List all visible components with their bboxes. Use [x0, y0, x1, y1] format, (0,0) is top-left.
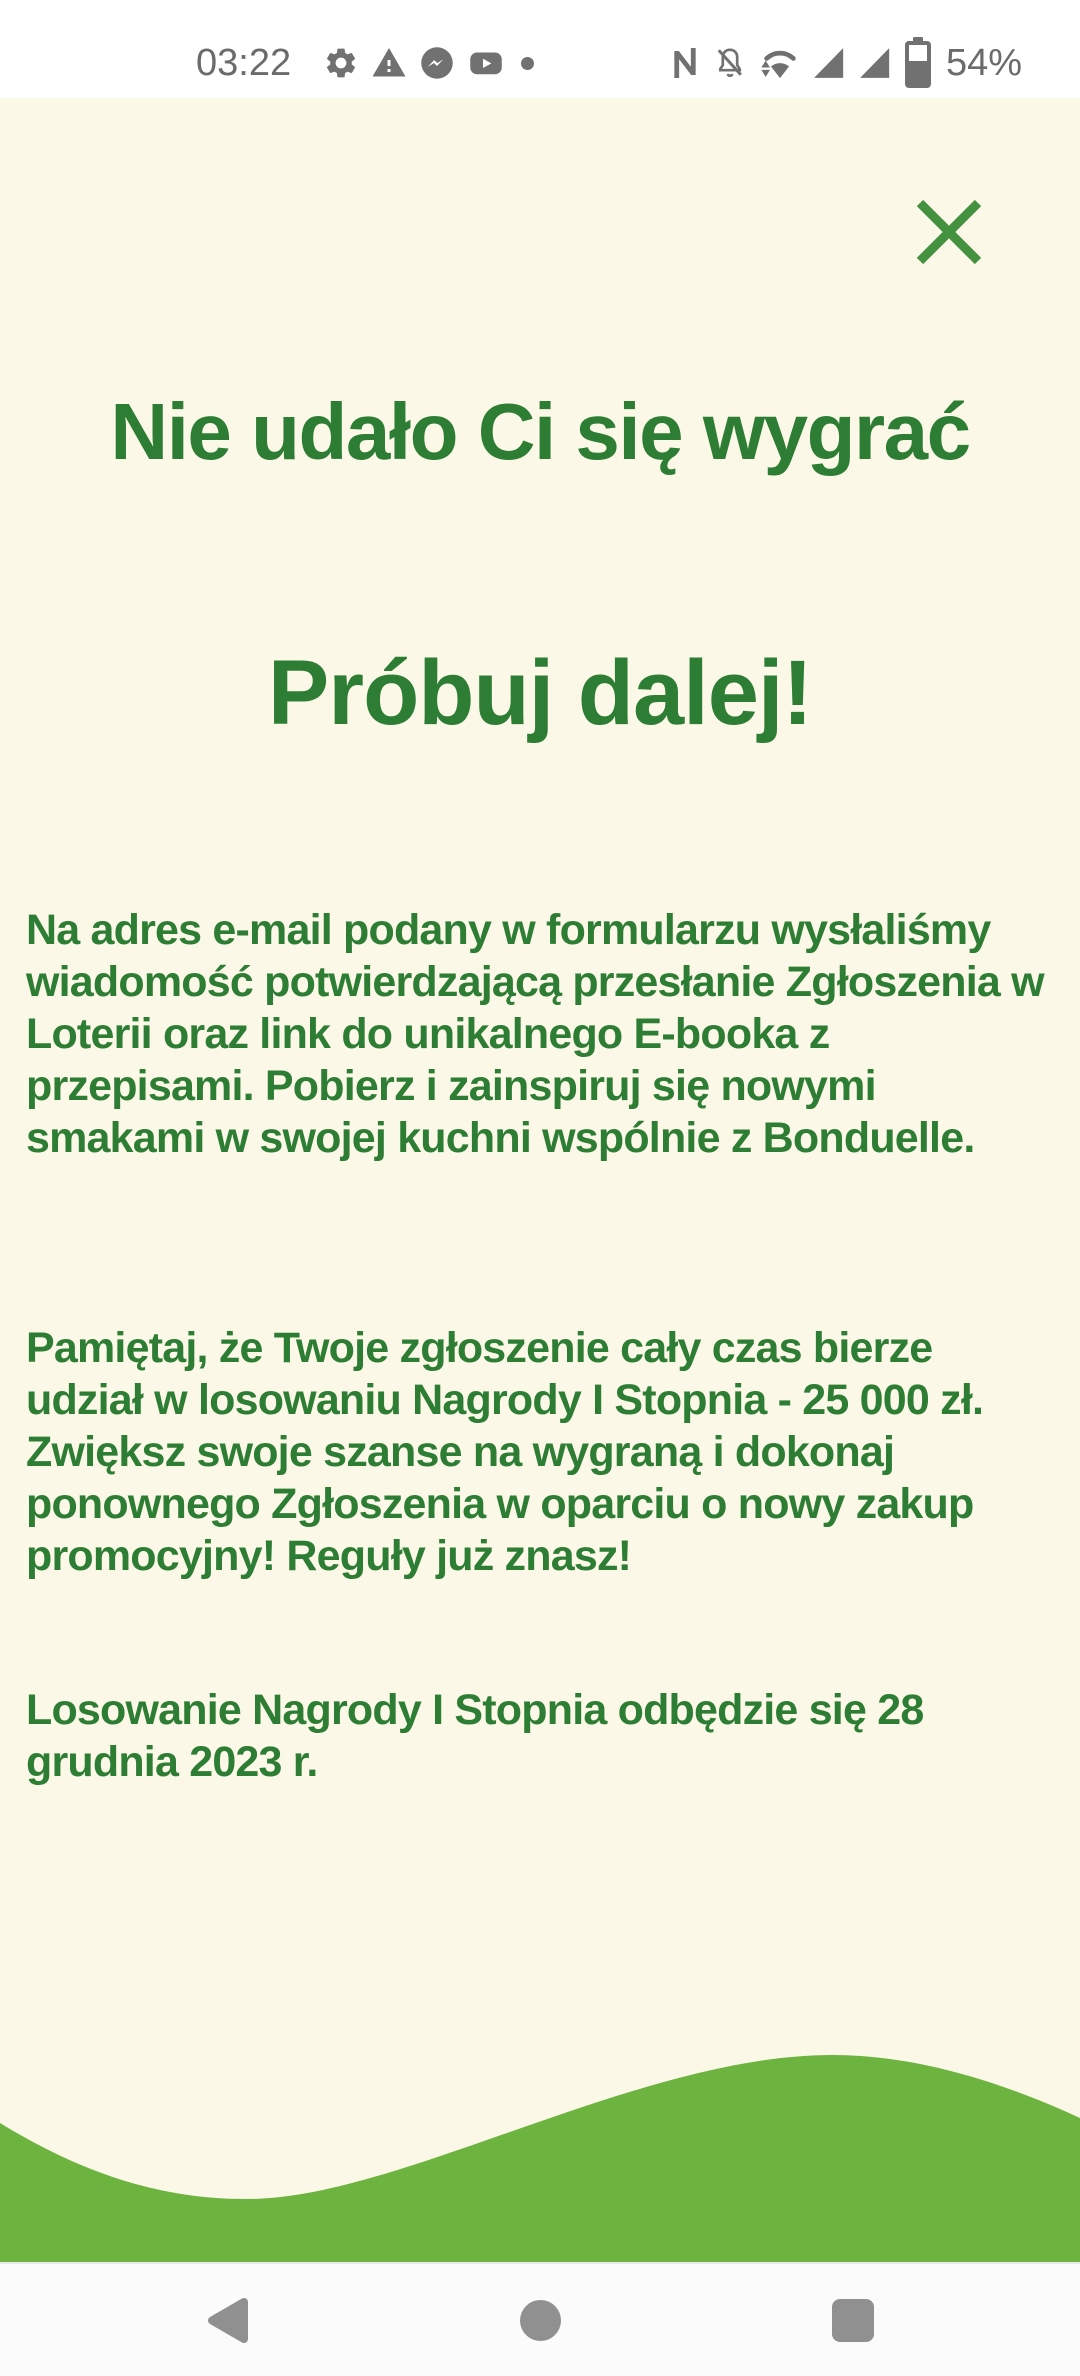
home-button[interactable]	[520, 2300, 561, 2341]
status-bar	[0, 0, 1080, 98]
dialog-paragraph-email: Na adres e-mail podany w formularzu wysłaliśmy wiadomość potwierdzającą przesłanie Zgłoszenia w Loterii oraz link do unikalnego E-booka z przepisami. Pobierz i zainspiruj się nowymi smakami w swojej kuchni wspólnie z Bonduelle.	[26, 906, 1044, 1162]
status-bar-left	[196, 42, 534, 85]
settings-icon	[323, 45, 359, 81]
nfc-icon	[670, 45, 700, 81]
lottery-result-dialog	[0, 98, 1080, 2262]
messenger-icon	[419, 45, 455, 81]
signal-icon	[812, 46, 846, 80]
back-triangle-icon	[207, 2297, 249, 2344]
dialog-subtitle: Próbuj dalej!	[267, 642, 813, 744]
battery-percent: 54%	[945, 41, 1022, 84]
battery-icon	[904, 37, 932, 89]
close-button[interactable]	[910, 194, 988, 272]
signal-icon	[858, 46, 892, 80]
warning-icon	[371, 45, 407, 81]
bell-muted-icon	[712, 45, 748, 81]
status-bar-right	[664, 37, 1022, 89]
recents-button[interactable]	[832, 2299, 874, 2342]
wave-decoration	[0, 2050, 1080, 2262]
dialog-paragraph-draw: Pamiętaj, że Twoje zgłoszenie cały czas bierze udział w losowaniu Nagrody I Stopnia - 25 000 zł. Zwiększ swoje szanse na wygraną i dokonaj ponownego Zgłoszenia w oparciu o nowy zakup promocyjny! Reguły już znasz!	[26, 1324, 984, 1580]
back-button[interactable]	[207, 2297, 249, 2344]
close-icon	[916, 198, 982, 265]
wifi-icon	[760, 46, 800, 81]
recents-square-icon	[832, 2299, 874, 2342]
home-circle-icon	[520, 2300, 561, 2341]
dialog-title: Nie udało Ci się wygrać	[110, 387, 970, 476]
notification-dot-icon	[521, 57, 534, 70]
status-time: 03:22	[196, 41, 292, 84]
android-nav-bar	[0, 2262, 1080, 2376]
youtube-icon	[467, 45, 505, 81]
dialog-paragraph-date: Losowanie Nagrody I Stopnia odbędzie się 28 grudnia 2023 r.	[26, 1686, 924, 1786]
